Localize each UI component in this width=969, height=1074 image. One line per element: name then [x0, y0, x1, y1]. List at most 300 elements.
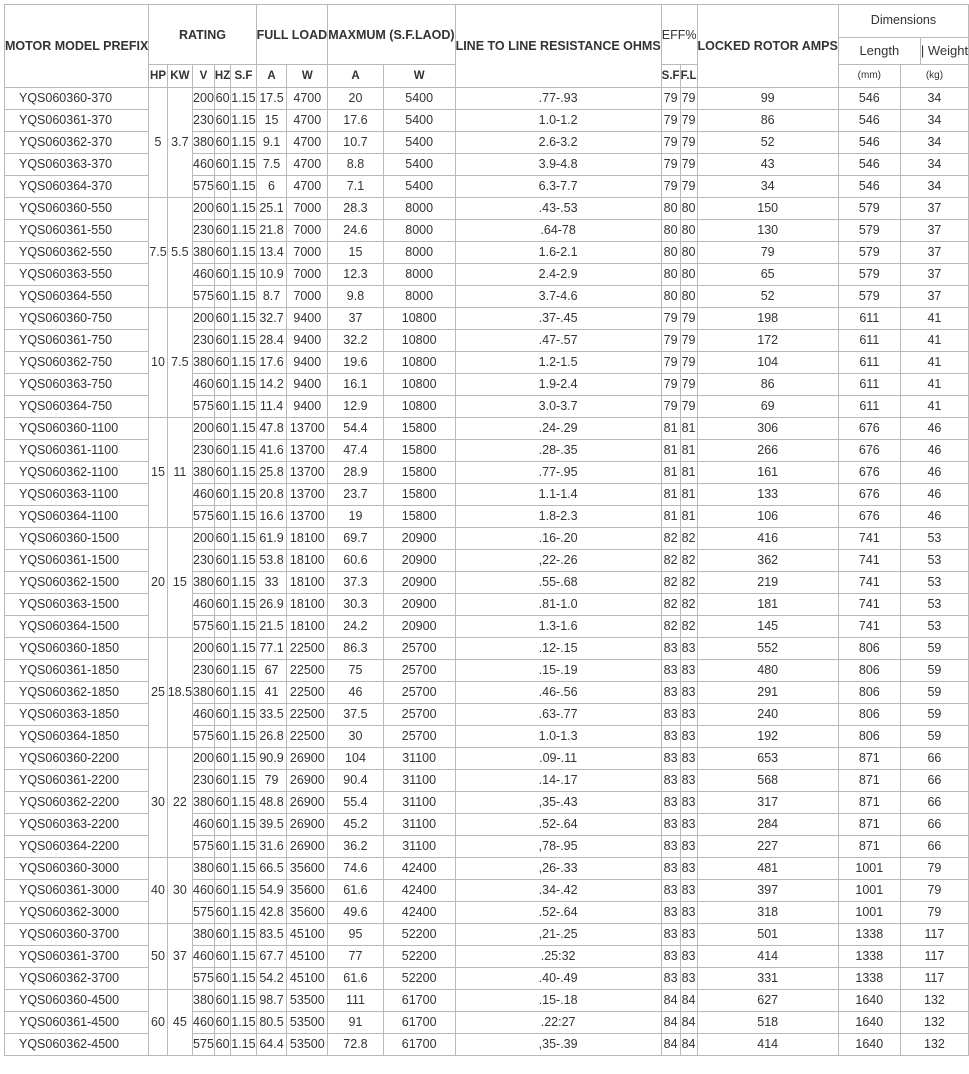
- cell-max-w: 8000: [383, 198, 455, 220]
- cell-model: YQS060361-1100: [5, 440, 149, 462]
- subheader-full-load-a: A: [256, 65, 287, 88]
- cell-full-load-a: 64.4: [256, 1034, 287, 1056]
- cell-max-w: 15800: [383, 418, 455, 440]
- cell-locked-rotor: 34: [697, 176, 838, 198]
- cell-eff-fl: 83: [680, 946, 697, 968]
- cell-v: 230: [193, 110, 215, 132]
- cell-eff-sf: 82: [661, 572, 680, 594]
- cell-max-w: 5400: [383, 176, 455, 198]
- cell-full-load-w: 53500: [287, 1012, 328, 1034]
- cell-max-a: 37.5: [328, 704, 384, 726]
- cell-length: 676: [838, 462, 900, 484]
- cell-hz: 60: [214, 242, 230, 264]
- cell-eff-fl: 79: [680, 308, 697, 330]
- cell-full-load-w: 9400: [287, 374, 328, 396]
- table-row: [5, 308, 969, 330]
- cell-resistance: .14-.17: [455, 770, 661, 792]
- cell-weight: 53: [900, 616, 968, 638]
- header-dimensions: [838, 5, 968, 65]
- cell-max-a: 12.3: [328, 264, 384, 286]
- cell-hz: 60: [214, 154, 230, 176]
- cell-full-load-a: 33: [256, 572, 287, 594]
- cell-eff-sf: 81: [661, 484, 680, 506]
- cell-locked-rotor: 331: [697, 968, 838, 990]
- cell-full-load-a: 6: [256, 176, 287, 198]
- cell-eff-fl: 80: [680, 264, 697, 286]
- cell-weight: 79: [900, 858, 968, 880]
- cell-length: 871: [838, 792, 900, 814]
- cell-eff-sf: 83: [661, 748, 680, 770]
- cell-resistance: 1.0-1.2: [455, 110, 661, 132]
- cell-max-a: 24.6: [328, 220, 384, 242]
- cell-eff-fl: 79: [680, 154, 697, 176]
- cell-locked-rotor: 52: [697, 132, 838, 154]
- cell-eff-fl: 82: [680, 616, 697, 638]
- cell-locked-rotor: 181: [697, 594, 838, 616]
- cell-weight: 53: [900, 550, 968, 572]
- cell-length: 579: [838, 242, 900, 264]
- cell-max-w: 42400: [383, 902, 455, 924]
- cell-eff-fl: 79: [680, 88, 697, 110]
- cell-weight: 66: [900, 836, 968, 858]
- cell-full-load-w: 45100: [287, 946, 328, 968]
- cell-weight: 59: [900, 682, 968, 704]
- cell-resistance: 6.3-7.7: [455, 176, 661, 198]
- cell-max-a: 17.6: [328, 110, 384, 132]
- cell-max-a: 75: [328, 660, 384, 682]
- cell-sf: 1.15: [231, 506, 256, 528]
- cell-weight: 66: [900, 814, 968, 836]
- cell-max-w: 52200: [383, 968, 455, 990]
- cell-weight: 117: [900, 946, 968, 968]
- cell-locked-rotor: 192: [697, 726, 838, 748]
- cell-v: 575: [193, 616, 215, 638]
- cell-length: 871: [838, 814, 900, 836]
- subheader-eff-fl: F.L: [680, 65, 697, 88]
- cell-weight: 37: [900, 286, 968, 308]
- cell-model: YQS060363-370: [5, 154, 149, 176]
- cell-hz: 60: [214, 550, 230, 572]
- cell-v: 380: [193, 682, 215, 704]
- cell-hz: 60: [214, 462, 230, 484]
- cell-weight: 117: [900, 968, 968, 990]
- cell-v: 200: [193, 88, 215, 110]
- cell-v: 380: [193, 792, 215, 814]
- cell-sf: 1.15: [231, 440, 256, 462]
- cell-eff-fl: 84: [680, 1034, 697, 1056]
- cell-full-load-a: 13.4: [256, 242, 287, 264]
- cell-length: 741: [838, 594, 900, 616]
- cell-full-load-w: 7000: [287, 242, 328, 264]
- cell-hz: 60: [214, 264, 230, 286]
- cell-eff-fl: 82: [680, 528, 697, 550]
- cell-max-a: 45.2: [328, 814, 384, 836]
- cell-eff-sf: 79: [661, 88, 680, 110]
- cell-weight: 79: [900, 902, 968, 924]
- cell-eff-fl: 82: [680, 572, 697, 594]
- cell-max-w: 5400: [383, 88, 455, 110]
- cell-full-load-w: 13700: [287, 506, 328, 528]
- subheader-max-w: W: [383, 65, 455, 88]
- cell-length: 546: [838, 132, 900, 154]
- motor-spec-table: [4, 4, 969, 1056]
- cell-sf: 1.15: [231, 660, 256, 682]
- cell-sf: 1.15: [231, 682, 256, 704]
- cell-eff-fl: 79: [680, 132, 697, 154]
- cell-full-load-w: 22500: [287, 682, 328, 704]
- cell-model: YQS060360-750: [5, 308, 149, 330]
- cell-hz: 60: [214, 748, 230, 770]
- cell-hz: 60: [214, 792, 230, 814]
- table-row: [5, 990, 969, 1012]
- cell-v: 460: [193, 946, 215, 968]
- cell-weight: 37: [900, 220, 968, 242]
- cell-kw: 7.5: [167, 308, 192, 418]
- cell-max-w: 8000: [383, 286, 455, 308]
- cell-sf: 1.15: [231, 726, 256, 748]
- cell-weight: 34: [900, 176, 968, 198]
- cell-eff-sf: 83: [661, 792, 680, 814]
- cell-sf: 1.15: [231, 132, 256, 154]
- cell-eff-sf: 80: [661, 286, 680, 308]
- cell-locked-rotor: 150: [697, 198, 838, 220]
- cell-full-load-w: 9400: [287, 308, 328, 330]
- cell-hz: 60: [214, 440, 230, 462]
- cell-eff-fl: 83: [680, 924, 697, 946]
- cell-length: 1338: [838, 968, 900, 990]
- cell-eff-sf: 79: [661, 330, 680, 352]
- cell-model: YQS060363-1100: [5, 484, 149, 506]
- cell-eff-sf: 79: [661, 154, 680, 176]
- cell-length: 579: [838, 220, 900, 242]
- cell-full-load-a: 67.7: [256, 946, 287, 968]
- cell-length: 1338: [838, 946, 900, 968]
- cell-sf: 1.15: [231, 528, 256, 550]
- cell-full-load-a: 28.4: [256, 330, 287, 352]
- cell-length: 806: [838, 660, 900, 682]
- cell-hz: 60: [214, 88, 230, 110]
- cell-weight: 59: [900, 638, 968, 660]
- cell-eff-sf: 83: [661, 638, 680, 660]
- cell-max-w: 5400: [383, 132, 455, 154]
- cell-hz: 60: [214, 1012, 230, 1034]
- cell-length: 806: [838, 704, 900, 726]
- cell-locked-rotor: 552: [697, 638, 838, 660]
- cell-hz: 60: [214, 660, 230, 682]
- cell-full-load-w: 4700: [287, 110, 328, 132]
- cell-eff-fl: 83: [680, 968, 697, 990]
- cell-eff-sf: 79: [661, 110, 680, 132]
- cell-weight: 46: [900, 484, 968, 506]
- cell-v: 380: [193, 990, 215, 1012]
- cell-hz: 60: [214, 506, 230, 528]
- cell-resistance: 1.1-1.4: [455, 484, 661, 506]
- cell-length: 546: [838, 176, 900, 198]
- cell-weight: 59: [900, 726, 968, 748]
- cell-locked-rotor: 518: [697, 1012, 838, 1034]
- cell-hp: 20: [149, 528, 167, 638]
- cell-resistance: .22:27: [455, 1012, 661, 1034]
- cell-sf: 1.15: [231, 792, 256, 814]
- cell-length: 611: [838, 352, 900, 374]
- cell-model: YQS060364-1500: [5, 616, 149, 638]
- cell-max-w: 25700: [383, 704, 455, 726]
- cell-hz: 60: [214, 902, 230, 924]
- cell-v: 230: [193, 550, 215, 572]
- cell-full-load-a: 20.8: [256, 484, 287, 506]
- cell-length: 871: [838, 770, 900, 792]
- cell-length: 546: [838, 154, 900, 176]
- cell-max-a: 60.6: [328, 550, 384, 572]
- cell-v: 575: [193, 968, 215, 990]
- cell-sf: 1.15: [231, 198, 256, 220]
- cell-length: 676: [838, 484, 900, 506]
- cell-max-a: 95: [328, 924, 384, 946]
- cell-locked-rotor: 480: [697, 660, 838, 682]
- cell-full-load-a: 10.9: [256, 264, 287, 286]
- cell-sf: 1.15: [231, 748, 256, 770]
- cell-v: 575: [193, 726, 215, 748]
- cell-hp: 25: [149, 638, 167, 748]
- header-maximum-sf-load: MAXMUM (S.F.LAOD): [328, 5, 455, 65]
- cell-eff-fl: 83: [680, 660, 697, 682]
- cell-locked-rotor: 52: [697, 286, 838, 308]
- cell-length: 741: [838, 616, 900, 638]
- cell-hz: 60: [214, 286, 230, 308]
- cell-full-load-w: 26900: [287, 770, 328, 792]
- cell-eff-fl: 83: [680, 726, 697, 748]
- cell-full-load-a: 26.9: [256, 594, 287, 616]
- cell-hz: 60: [214, 396, 230, 418]
- cell-sf: 1.15: [231, 902, 256, 924]
- cell-full-load-a: 98.7: [256, 990, 287, 1012]
- cell-model: YQS060361-550: [5, 220, 149, 242]
- cell-hp: 60: [149, 990, 167, 1056]
- cell-model: YQS060364-550: [5, 286, 149, 308]
- cell-weight: 37: [900, 198, 968, 220]
- cell-full-load-a: 21.5: [256, 616, 287, 638]
- cell-full-load-a: 25.1: [256, 198, 287, 220]
- cell-weight: 66: [900, 792, 968, 814]
- cell-model: YQS060360-370: [5, 88, 149, 110]
- cell-resistance: .63-.77: [455, 704, 661, 726]
- cell-max-a: 86.3: [328, 638, 384, 660]
- cell-sf: 1.15: [231, 814, 256, 836]
- cell-full-load-w: 7000: [287, 198, 328, 220]
- cell-length: 546: [838, 110, 900, 132]
- cell-eff-sf: 79: [661, 308, 680, 330]
- cell-eff-fl: 83: [680, 880, 697, 902]
- cell-max-w: 31100: [383, 748, 455, 770]
- cell-sf: 1.15: [231, 990, 256, 1012]
- cell-eff-fl: 79: [680, 374, 697, 396]
- cell-resistance: ,78-.95: [455, 836, 661, 858]
- cell-full-load-w: 9400: [287, 330, 328, 352]
- cell-max-a: 111: [328, 990, 384, 1012]
- cell-length: 611: [838, 308, 900, 330]
- cell-eff-sf: 80: [661, 242, 680, 264]
- cell-full-load-w: 26900: [287, 814, 328, 836]
- cell-kw: 3.7: [167, 88, 192, 198]
- cell-length: 611: [838, 374, 900, 396]
- cell-length: 871: [838, 836, 900, 858]
- cell-sf: 1.15: [231, 308, 256, 330]
- header-rating: RATING: [149, 5, 256, 65]
- cell-full-load-w: 4700: [287, 132, 328, 154]
- cell-v: 575: [193, 902, 215, 924]
- cell-model: YQS060361-2200: [5, 770, 149, 792]
- cell-max-w: 8000: [383, 242, 455, 264]
- cell-locked-rotor: 414: [697, 946, 838, 968]
- subheader-sf: S.F: [231, 65, 256, 88]
- cell-hz: 60: [214, 352, 230, 374]
- cell-hz: 60: [214, 880, 230, 902]
- cell-full-load-a: 7.5: [256, 154, 287, 176]
- cell-max-w: 25700: [383, 638, 455, 660]
- cell-v: 460: [193, 1012, 215, 1034]
- cell-kw: 5.5: [167, 198, 192, 308]
- cell-v: 575: [193, 286, 215, 308]
- cell-length: 1001: [838, 858, 900, 880]
- cell-max-w: 61700: [383, 1012, 455, 1034]
- cell-sf: 1.15: [231, 242, 256, 264]
- subheader-kw: KW: [167, 65, 192, 88]
- cell-hz: 60: [214, 836, 230, 858]
- table-row: [5, 418, 969, 440]
- cell-eff-sf: 80: [661, 264, 680, 286]
- cell-sf: 1.15: [231, 946, 256, 968]
- cell-model: YQS060360-3000: [5, 858, 149, 880]
- cell-max-w: 61700: [383, 1034, 455, 1056]
- cell-kw: 37: [167, 924, 192, 990]
- cell-eff-fl: 79: [680, 176, 697, 198]
- cell-full-load-a: 41.6: [256, 440, 287, 462]
- cell-length: 579: [838, 198, 900, 220]
- cell-max-w: 10800: [383, 374, 455, 396]
- cell-weight: 41: [900, 330, 968, 352]
- subheader-weight-unit: (kg): [900, 65, 968, 88]
- cell-max-a: 61.6: [328, 880, 384, 902]
- cell-eff-sf: 79: [661, 352, 680, 374]
- cell-weight: 46: [900, 418, 968, 440]
- cell-locked-rotor: 501: [697, 924, 838, 946]
- cell-model: YQS060363-750: [5, 374, 149, 396]
- cell-max-a: 104: [328, 748, 384, 770]
- cell-eff-sf: 79: [661, 374, 680, 396]
- cell-kw: 18.5: [167, 638, 192, 748]
- cell-hz: 60: [214, 946, 230, 968]
- cell-full-load-w: 13700: [287, 484, 328, 506]
- cell-v: 575: [193, 836, 215, 858]
- cell-eff-fl: 81: [680, 506, 697, 528]
- cell-sf: 1.15: [231, 462, 256, 484]
- cell-sf: 1.15: [231, 968, 256, 990]
- cell-hz: 60: [214, 198, 230, 220]
- cell-max-w: 15800: [383, 484, 455, 506]
- cell-locked-rotor: 240: [697, 704, 838, 726]
- header-model-prefix: MOTOR MODEL PREFIX: [5, 5, 149, 88]
- cell-locked-rotor: 318: [697, 902, 838, 924]
- subheader-hp: HP: [149, 65, 167, 88]
- cell-max-a: 37: [328, 308, 384, 330]
- cell-full-load-a: 8.7: [256, 286, 287, 308]
- cell-hz: 60: [214, 968, 230, 990]
- cell-resistance: ,21-.25: [455, 924, 661, 946]
- cell-model: YQS060361-1850: [5, 660, 149, 682]
- cell-max-w: 15800: [383, 506, 455, 528]
- cell-resistance: .52-.64: [455, 902, 661, 924]
- cell-eff-fl: 79: [680, 330, 697, 352]
- cell-eff-fl: 79: [680, 352, 697, 374]
- cell-full-load-a: 31.6: [256, 836, 287, 858]
- cell-resistance: .43-.53: [455, 198, 661, 220]
- cell-weight: 34: [900, 110, 968, 132]
- cell-resistance: .28-.35: [455, 440, 661, 462]
- cell-max-w: 42400: [383, 880, 455, 902]
- cell-v: 380: [193, 924, 215, 946]
- cell-resistance: ,22-.26: [455, 550, 661, 572]
- cell-model: YQS060361-3000: [5, 880, 149, 902]
- table-row: [5, 924, 969, 946]
- cell-sf: 1.15: [231, 264, 256, 286]
- cell-locked-rotor: 481: [697, 858, 838, 880]
- cell-resistance: 1.9-2.4: [455, 374, 661, 396]
- cell-resistance: 1.0-1.3: [455, 726, 661, 748]
- cell-eff-fl: 79: [680, 110, 697, 132]
- cell-full-load-a: 21.8: [256, 220, 287, 242]
- cell-locked-rotor: 266: [697, 440, 838, 462]
- cell-resistance: .25:32: [455, 946, 661, 968]
- cell-weight: 66: [900, 748, 968, 770]
- cell-model: YQS060364-370: [5, 176, 149, 198]
- cell-hp: 10: [149, 308, 167, 418]
- cell-v: 460: [193, 264, 215, 286]
- cell-eff-sf: 83: [661, 968, 680, 990]
- cell-full-load-w: 26900: [287, 748, 328, 770]
- cell-model: YQS060362-550: [5, 242, 149, 264]
- cell-max-w: 52200: [383, 924, 455, 946]
- cell-length: 741: [838, 550, 900, 572]
- cell-full-load-a: 32.7: [256, 308, 287, 330]
- cell-max-a: 32.2: [328, 330, 384, 352]
- subheader-length-unit: (mm): [838, 65, 900, 88]
- cell-length: 1001: [838, 880, 900, 902]
- cell-max-w: 15800: [383, 462, 455, 484]
- cell-model: YQS060362-3700: [5, 968, 149, 990]
- cell-eff-sf: 83: [661, 946, 680, 968]
- cell-max-w: 31100: [383, 792, 455, 814]
- cell-resistance: 2.4-2.9: [455, 264, 661, 286]
- cell-resistance: 2.6-3.2: [455, 132, 661, 154]
- cell-max-a: 74.6: [328, 858, 384, 880]
- cell-sf: 1.15: [231, 572, 256, 594]
- cell-max-a: 37.3: [328, 572, 384, 594]
- header-dimensions-sub: [839, 38, 968, 64]
- cell-full-load-a: 11.4: [256, 396, 287, 418]
- cell-full-load-w: 35600: [287, 902, 328, 924]
- cell-v: 230: [193, 440, 215, 462]
- cell-hz: 60: [214, 374, 230, 396]
- cell-weight: 34: [900, 154, 968, 176]
- cell-hz: 60: [214, 858, 230, 880]
- cell-v: 575: [193, 1034, 215, 1056]
- cell-max-w: 61700: [383, 990, 455, 1012]
- cell-sf: 1.15: [231, 836, 256, 858]
- cell-locked-rotor: 397: [697, 880, 838, 902]
- cell-weight: 46: [900, 462, 968, 484]
- cell-max-a: 19: [328, 506, 384, 528]
- cell-locked-rotor: 43: [697, 154, 838, 176]
